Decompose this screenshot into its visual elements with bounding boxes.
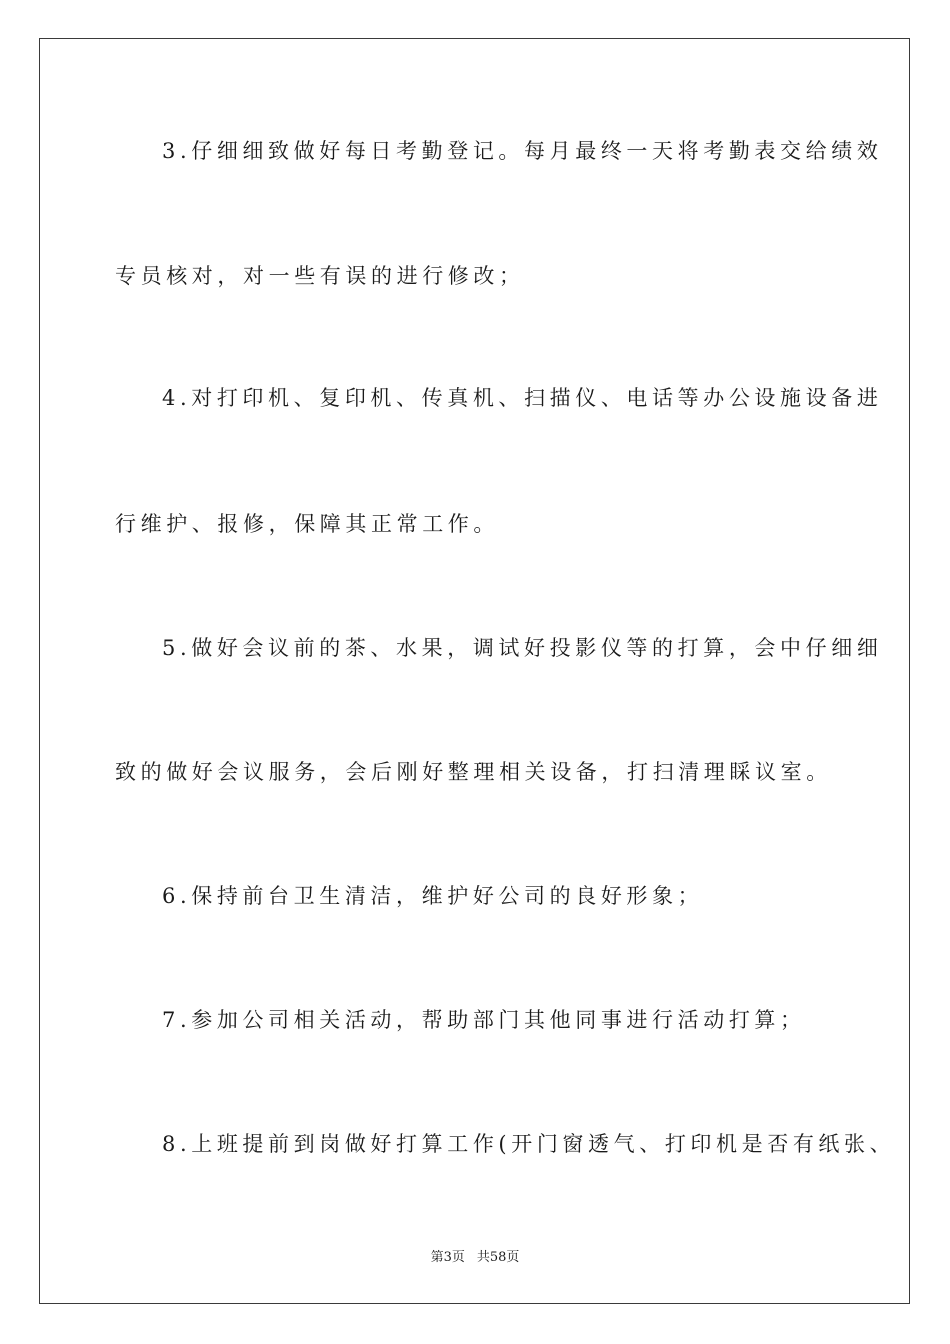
page-footer bbox=[0, 1246, 950, 1265]
paragraph-8-line-1: 8.上班提前到岗做好打算工作(开门窗透气、打印机是否有纸张、 bbox=[162, 1132, 896, 1156]
paragraph-5-line-1: 5.做好会议前的茶、水果，调试好投影仪等的打算，会中仔细细 bbox=[162, 636, 883, 660]
paragraph-6: 6.保持前台卫生清洁，维护好公司的良好形象； bbox=[162, 884, 704, 908]
paragraph-3-line-2: 专员核对，对一些有误的进行修改； bbox=[115, 264, 525, 288]
paragraph-4-line-1: 4.对打印机、复印机、传真机、扫描仪、电话等办公设施设备进 bbox=[162, 386, 883, 410]
page-border bbox=[39, 38, 910, 1304]
page-number: 第3页 bbox=[430, 1250, 465, 1265]
paragraph-5-line-2: 致的做好会议服务，会后刚好整理相关设备，打扫清理睬议室。 bbox=[115, 760, 832, 784]
paragraph-4-line-2: 行维护、报修，保障其正常工作。 bbox=[115, 512, 499, 536]
paragraph-7: 7.参加公司相关活动，帮助部门其他同事进行活动打算； bbox=[162, 1008, 806, 1032]
total-pages: 共58页 bbox=[476, 1250, 520, 1265]
paragraph-3-line-1: 3.仔细细致做好每日考勤登记。每月最终一天将考勤表交给绩效 bbox=[162, 139, 883, 163]
